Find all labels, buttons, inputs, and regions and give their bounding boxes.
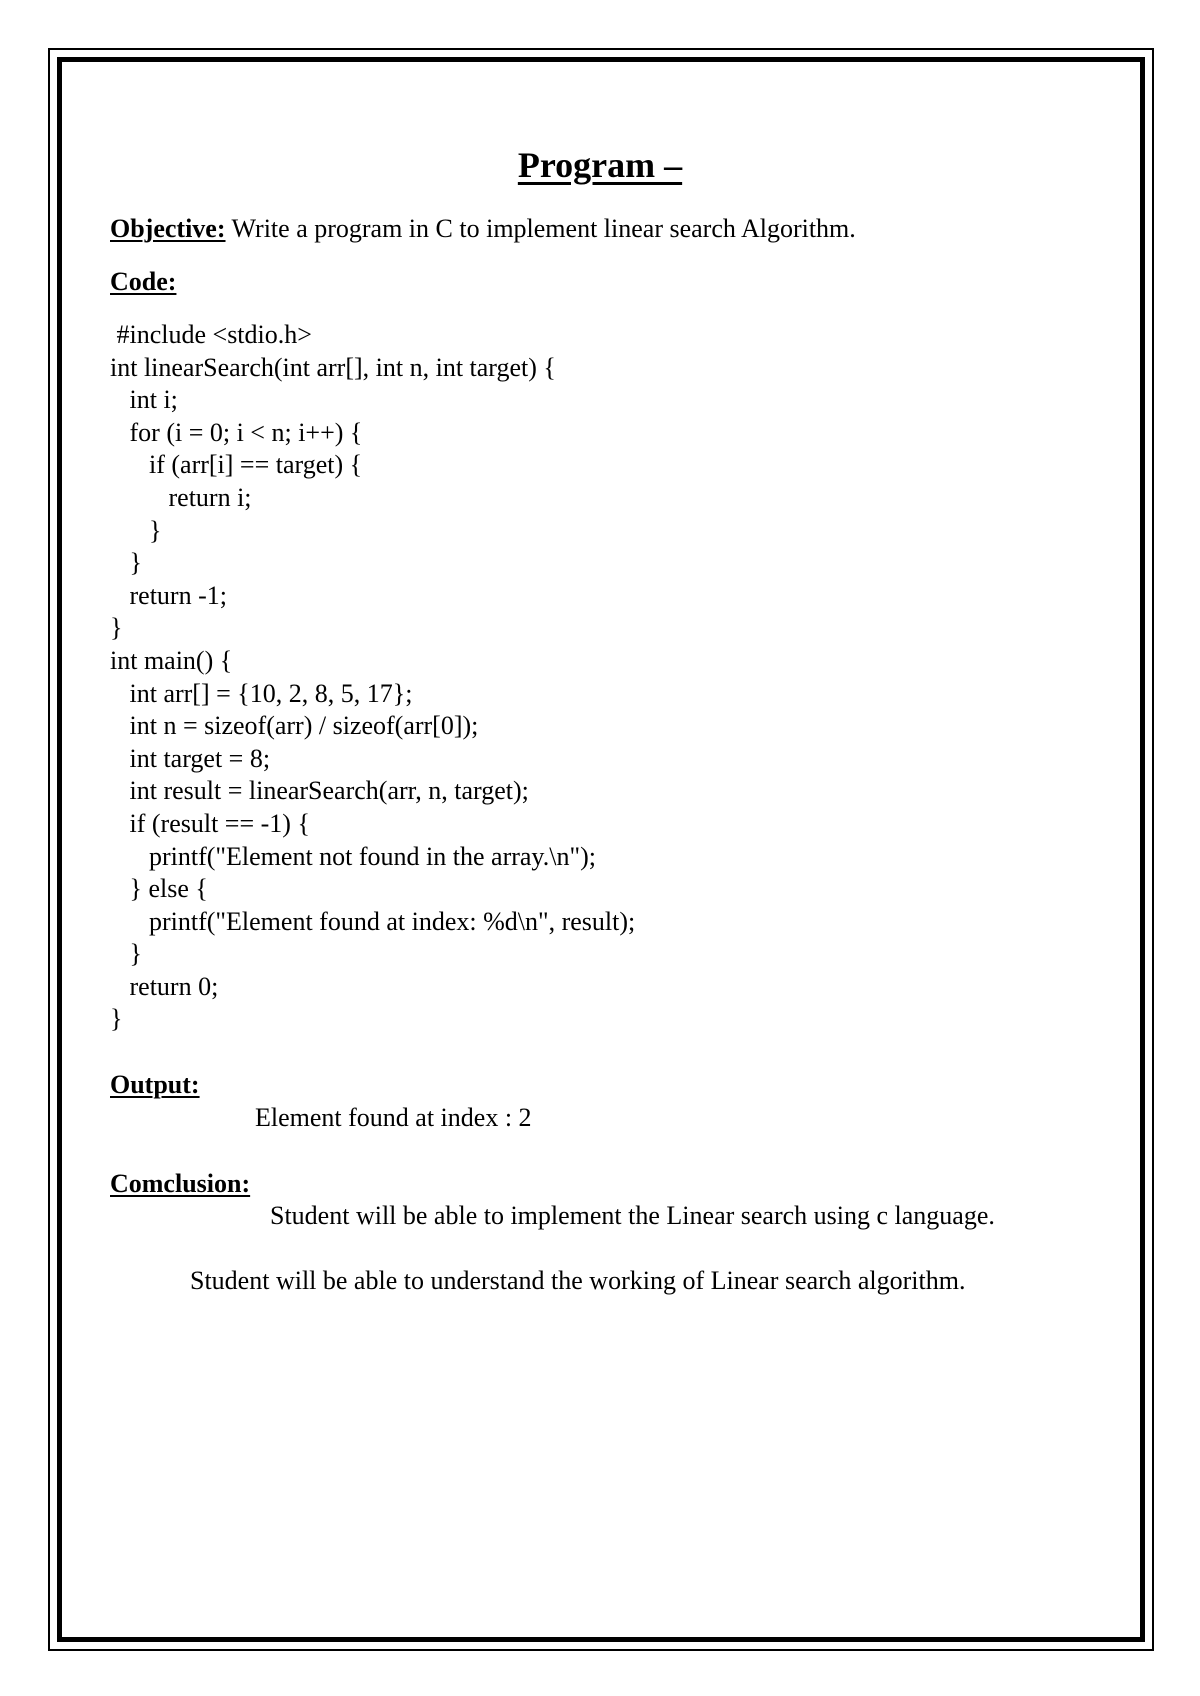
- code-line: int main() {: [110, 645, 233, 675]
- code-line: return i;: [110, 482, 252, 512]
- code-line: #include <stdio.h>: [110, 320, 312, 349]
- objective-text: Write a program in C to implement linear search Algorithm.: [225, 214, 856, 243]
- page-title: Program –: [517, 145, 683, 185]
- code-line: }: [110, 1004, 123, 1034]
- code-line: int n = sizeof(arr) / sizeof(arr[0]);: [110, 711, 479, 741]
- code-line: return 0;: [110, 971, 219, 1001]
- output-heading: [110, 1069, 200, 1101]
- code-line: printf("Element not found in the array.\n");: [110, 841, 596, 871]
- code-line: printf("Element found at index: %d\n", result);: [110, 906, 636, 936]
- code-line: return -1;: [110, 580, 227, 610]
- objective-line: [110, 213, 856, 245]
- code-label: Code:: [110, 267, 177, 296]
- code-line: for (i = 0; i < n; i++) {: [110, 417, 363, 447]
- code-line: }: [110, 548, 142, 578]
- code-line: if (result == -1) {: [110, 808, 310, 838]
- code-line: }: [110, 613, 123, 643]
- conclusion-line-1: Student will be able to implement the Linear search using c language.: [270, 1201, 995, 1230]
- code-line: int arr[] = {10, 2, 8, 5, 17};: [110, 678, 413, 708]
- output-label: Output:: [110, 1070, 200, 1099]
- code-line: } else {: [110, 874, 208, 904]
- code-line: int i;: [110, 385, 178, 415]
- conclusion-heading: [110, 1168, 250, 1200]
- code-line: }: [110, 939, 142, 969]
- code-block: [110, 319, 635, 1036]
- conclusion-label: Comclusion:: [110, 1169, 251, 1198]
- output-text: Element found at index : 2: [255, 1103, 532, 1132]
- code-line: }: [110, 515, 162, 545]
- objective-label: Objective:: [110, 214, 226, 243]
- code-line: if (arr[i] == target) {: [110, 450, 363, 480]
- code-line: int result = linearSearch(arr, n, target);: [110, 776, 529, 806]
- code-line: int target = 8;: [110, 743, 271, 773]
- code-line: int linearSearch(int arr[], int n, int target) {: [110, 352, 556, 382]
- code-heading: [110, 266, 176, 298]
- conclusion-line-2: Student will be able to understand the working of Linear search algorithm.: [190, 1266, 966, 1295]
